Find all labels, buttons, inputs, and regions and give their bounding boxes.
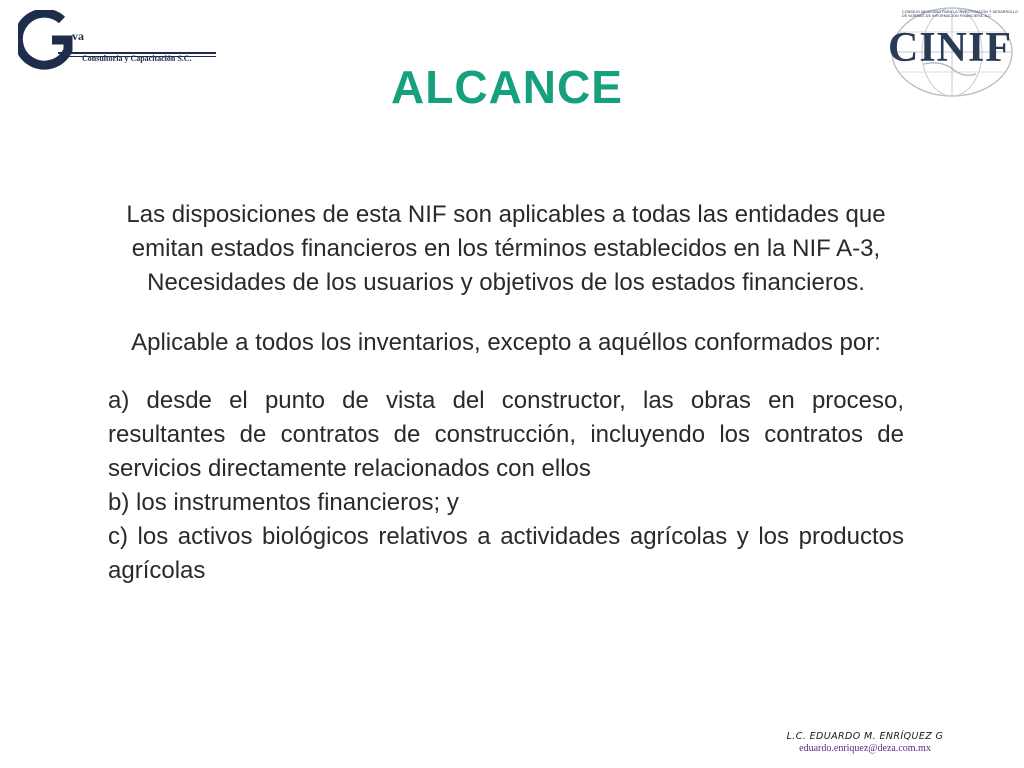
list-item: c) los activos biológicos relativos a actividades agrícolas y los productos agrícolas xyxy=(108,523,904,584)
cinif-fine-print: CONSEJO MEXICANO PARA LA INVESTIGACIÓN Y DESARROLLO DE NORMAS DE INFORMACIÓN FINANCIERA, A.C. xyxy=(902,10,1019,19)
list-item: b) los instrumentos financieros; y xyxy=(108,489,459,516)
exceptions-list xyxy=(108,384,904,588)
scope-paragraph: Las disposiciones de esta NIF son aplicables a todas las entidades que emitan estados financieros en los términos establecidos en la NIF A-3, Necesidades de los usuarios y objetivos de los estados financieros. xyxy=(126,201,886,296)
slide-content xyxy=(108,198,904,588)
cinif-brand: CINIF xyxy=(888,25,1013,71)
author-name: L.C. EDUARDO M. ENRÍQUEZ G xyxy=(786,731,944,742)
exceptions-intro: Aplicable a todos los inventarios, excepto a aquéllos conformados por: xyxy=(131,329,881,356)
gva-superscript: va xyxy=(72,29,84,43)
gva-tagline: Consultoría y Capacitación S.C. xyxy=(82,54,192,63)
list-item: a) desde el punto de vista del constructor, las obras en proceso, resultantes de contratos de construcción, incluyendo los contratos de servicios directamente relacionados con ellos xyxy=(108,387,904,482)
footer xyxy=(760,730,970,755)
slide-title: ALCANCE xyxy=(391,61,623,113)
author-email: eduardo.enriquez@deza.com.mx xyxy=(799,743,931,754)
